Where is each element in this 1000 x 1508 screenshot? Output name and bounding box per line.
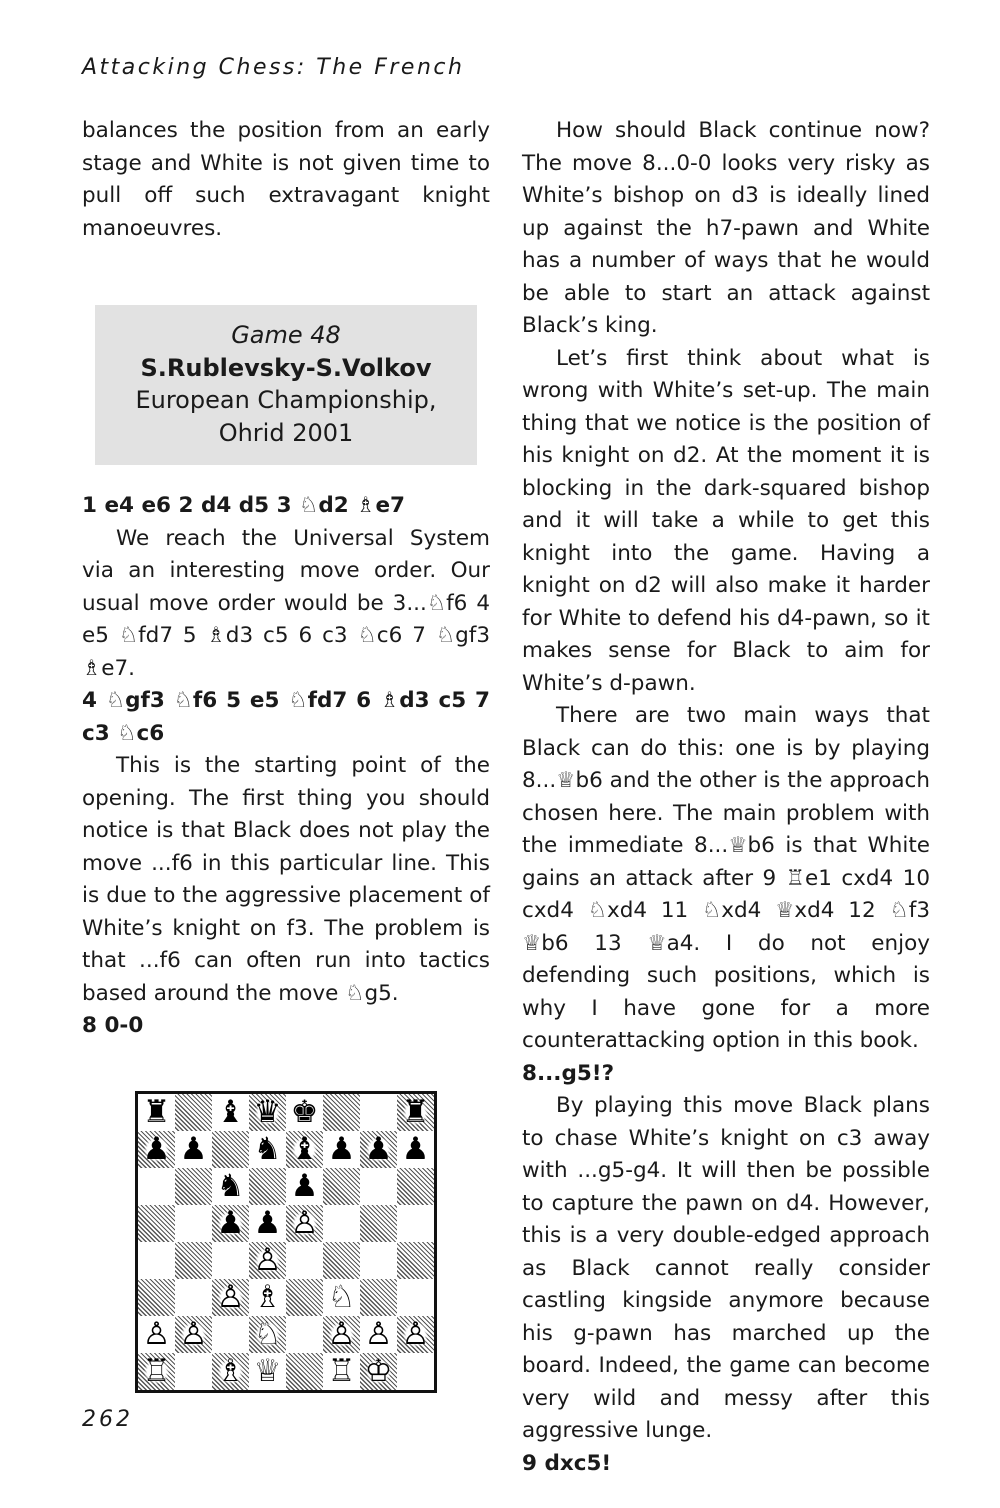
paragraph: There are two main ways that Black can do this: one is by playing 8...♕b6 and the other is the approach chosen here. The main problem with the immediate 8...♕b6 is that White gains an attack after 9 ♖e1 cxd4 10 cxd4 ♘xd4 11 ♘xd4 ♕xd4 12 ♘f3 ♕b6 13 ♕a4. I do not enjoy defending such positions, which is why I have gone for a more counterattacking option in this book. [522,703,930,1053]
square-g6 [360,1168,397,1205]
square-d8 [249,1094,286,1131]
square-d4 [249,1242,286,1279]
square-e4 [286,1242,323,1279]
chess-board [135,1091,437,1393]
game-players: S.Rublevsky-S.Volkov [140,353,432,382]
square-a1 [138,1353,175,1390]
square-h1 [397,1353,434,1390]
square-b1 [175,1353,212,1390]
square-a2 [138,1316,175,1353]
square-d3 [249,1279,286,1316]
left-column [82,115,490,1393]
square-e1 [286,1353,323,1390]
square-e8 [286,1094,323,1131]
white-pawn-icon: ♙ [327,1315,356,1352]
square-f7 [323,1131,360,1168]
square-f6 [323,1168,360,1205]
square-g4 [360,1242,397,1279]
white-pawn-icon: ♙ [142,1315,171,1352]
square-e2 [286,1316,323,1353]
square-d7 [249,1131,286,1168]
square-e5 [286,1205,323,1242]
game-event: European Championship, [135,386,437,414]
black-king-icon: ♚ [290,1093,319,1130]
black-pawn-icon: ♟ [290,1167,319,1204]
square-a8 [138,1094,175,1131]
square-e3 [286,1279,323,1316]
square-f8 [323,1094,360,1131]
page-number: 262 [82,1407,133,1432]
white-pawn-icon: ♙ [216,1278,245,1315]
black-pawn-icon: ♟ [216,1204,245,1241]
move-line: 8...g5!? [522,1060,615,1086]
white-bishop-icon: ♗ [216,1352,245,1389]
white-knight-icon: ♘ [253,1315,282,1352]
square-b6 [175,1168,212,1205]
square-c4 [212,1242,249,1279]
running-head: Attacking Chess: The French [82,55,465,80]
square-c6 [212,1168,249,1205]
square-h8 [397,1094,434,1131]
square-c7 [212,1131,249,1168]
square-c2 [212,1316,249,1353]
black-pawn-icon: ♟ [401,1130,430,1167]
square-b5 [175,1205,212,1242]
square-b7 [175,1131,212,1168]
square-d6 [249,1168,286,1205]
game-header-box [95,305,477,465]
square-h5 [397,1205,434,1242]
square-f4 [323,1242,360,1279]
black-rook-icon: ♜ [142,1093,171,1130]
white-rook-icon: ♖ [327,1352,356,1389]
white-pawn-icon: ♙ [179,1315,208,1352]
white-pawn-icon: ♙ [401,1315,430,1352]
square-d2 [249,1316,286,1353]
white-queen-icon: ♕ [253,1352,282,1389]
black-knight-icon: ♞ [216,1167,245,1204]
square-g2 [360,1316,397,1353]
white-pawn-icon: ♙ [290,1204,319,1241]
square-a4 [138,1242,175,1279]
paragraph: By playing this move Black plans to chase White’s knight on c3 away with ...g5-g4. It will then be possible to capture the pawn on d4. However, this is a very double-edged approach as Black cannot really consider castling kingside anymore because his g-pawn has marched up the board. Indeed, the game can become very wild and messy after this aggressive lunge. [522,1093,930,1443]
square-a6 [138,1168,175,1205]
square-c5 [212,1205,249,1242]
square-h3 [397,1279,434,1316]
black-bishop-icon: ♝ [216,1093,245,1130]
white-pawn-icon: ♙ [364,1315,393,1352]
square-h7 [397,1131,434,1168]
move-line: 1 e4 e6 2 d4 d5 3 ♘d2 ♗e7 [82,493,405,518]
square-f2 [323,1316,360,1353]
square-f5 [323,1205,360,1242]
square-f3 [323,1279,360,1316]
square-b3 [175,1279,212,1316]
square-a7 [138,1131,175,1168]
paragraph: Let’s first think about what is wrong with White’s set-up. The main thing that we notice is the position of his knight on d2. At the moment it is blocking in the dark-squared bishop and it will take a while to get this knight into the game. Having a knight on d2 will also make it harder for White to defend his d4-pawn, so it makes sense for Black to aim for White’s d-pawn. [522,345,930,696]
square-e6 [286,1168,323,1205]
square-a5 [138,1205,175,1242]
chess-diagram [135,1091,437,1393]
black-bishop-icon: ♝ [290,1130,319,1167]
paragraph: balances the position from an early stage and White is not given time to pull off such extravagant knight manoeuvres. [82,118,490,241]
black-queen-icon: ♛ [253,1093,282,1130]
move-line: 4 ♘gf3 ♘f6 5 e5 ♘fd7 6 ♗d3 c5 7 c3 ♘c6 [82,688,490,746]
square-e7 [286,1131,323,1168]
square-c8 [212,1094,249,1131]
square-h4 [397,1242,434,1279]
square-h2 [397,1316,434,1353]
white-bishop-icon: ♗ [253,1278,282,1315]
square-g5 [360,1205,397,1242]
square-c3 [212,1279,249,1316]
square-f1 [323,1353,360,1390]
square-g3 [360,1279,397,1316]
square-h6 [397,1168,434,1205]
square-b4 [175,1242,212,1279]
black-pawn-icon: ♟ [253,1204,282,1241]
white-knight-icon: ♘ [327,1278,356,1315]
white-rook-icon: ♖ [142,1352,171,1389]
right-column [522,115,930,1480]
black-pawn-icon: ♟ [364,1130,393,1167]
black-pawn-icon: ♟ [327,1130,356,1167]
white-king-icon: ♔ [364,1352,393,1389]
square-g8 [360,1094,397,1131]
square-c1 [212,1353,249,1390]
black-pawn-icon: ♟ [179,1130,208,1167]
square-d1 [249,1353,286,1390]
game-number: Game 48 [231,321,341,349]
move-line: 9 dxc5! [522,1450,612,1476]
game-place: Ohrid 2001 [218,418,354,447]
move-line: 8 0-0 [82,1013,144,1038]
white-pawn-icon: ♙ [253,1241,282,1278]
black-pawn-icon: ♟ [142,1130,171,1167]
black-rook-icon: ♜ [401,1093,430,1130]
square-d5 [249,1205,286,1242]
black-knight-icon: ♞ [253,1130,282,1167]
paragraph: This is the starting point of the opening. The first thing you should notice is that Black does not play the move ...f6 in this particular line. This is due to the aggressive placement of White’s knight on f3. The problem is that ...f6 can often run into tactics based around the move ♘g5. [82,753,490,1006]
square-b2 [175,1316,212,1353]
square-g1 [360,1353,397,1390]
square-g7 [360,1131,397,1168]
paragraph: We reach the Universal System via an interesting move order. Our usual move order would be 3...♘f6 4 e5 ♘fd7 5 ♗d3 c5 6 c3 ♘c6 7 ♘gf3 ♗e7. [82,525,490,681]
square-b8 [175,1094,212,1131]
paragraph: How should Black continue now? The move 8...0-0 looks very risky as White’s bishop on d3 is ideally lined up against the h7-pawn and White has a number of ways that he would be able to start an attack against Black’s king. [522,118,930,338]
square-a3 [138,1279,175,1316]
